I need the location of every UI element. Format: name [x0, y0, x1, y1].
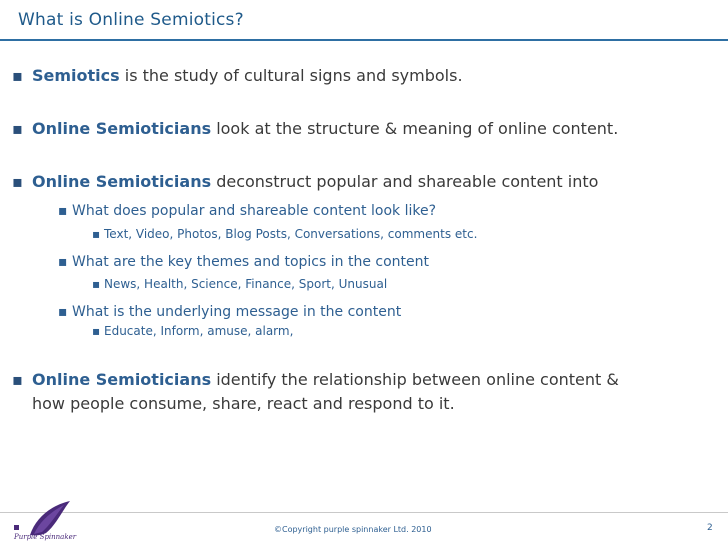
logo-mark — [14, 525, 19, 530]
bullet-3 — [12, 170, 598, 193]
bullet-marker: ▪ — [12, 370, 23, 389]
sub-bullet-marker: ▪ — [58, 304, 68, 320]
bullet-marker: ▪ — [12, 66, 23, 85]
sub-detail-2 — [92, 276, 387, 292]
sub-item-1 — [58, 202, 436, 220]
sub-item-2-text: What are the key themes and topics in the content — [72, 254, 429, 270]
sub-item-3 — [58, 303, 401, 321]
sub-detail-1 — [92, 226, 477, 242]
detail-bullet-marker: ▪ — [92, 324, 101, 338]
copyright-text: ©Copyright purple spinnaker Ltd. 2010 — [274, 525, 432, 534]
bullet-1 — [12, 64, 463, 87]
page-number: 2 — [707, 523, 713, 533]
sub-item-3-text: What is the underlying message in the content — [72, 304, 402, 320]
bullet-2-bold: Online Semioticians — [32, 119, 212, 138]
bullet-2 — [12, 117, 618, 140]
sub-bullet-marker: ▪ — [58, 254, 68, 270]
slide-title: What is Online Semiotics? — [18, 10, 244, 30]
sub-bullet-marker: ▪ — [58, 203, 68, 219]
bullet-marker: ▪ — [12, 172, 23, 191]
footer-divider — [0, 512, 728, 513]
sub-detail-3-text: Educate, Inform, amuse, alarm, — [104, 324, 294, 338]
bullet-3-bold: Online Semioticians — [32, 172, 212, 191]
sub-detail-3 — [92, 323, 293, 339]
sub-detail-2-text: News, Health, Science, Finance, Sport, Unusual — [104, 277, 388, 291]
bullet-4 — [12, 368, 619, 391]
title-divider — [0, 39, 728, 41]
sub-item-1-text: What does popular and shareable content look like? — [72, 203, 437, 219]
bullet-3-text: deconstruct popular and shareable content into — [211, 172, 599, 191]
sub-item-2 — [58, 253, 429, 271]
sub-detail-1-text: Text, Video, Photos, Blog Posts, Conversations, comments etc. — [104, 227, 478, 241]
bullet-4-text: identify the relationship between online content & — [211, 370, 619, 389]
bullet-marker: ▪ — [12, 119, 23, 138]
logo-text: Purple Spinnaker — [14, 533, 77, 541]
bullet-4-bold: Online Semioticians — [32, 370, 212, 389]
bullet-1-bold: Semiotics — [32, 66, 120, 85]
detail-bullet-marker: ▪ — [92, 227, 101, 241]
bullet-4-continuation: how people consume, share, react and respond to it. — [32, 394, 455, 413]
bullet-1-text: is the study of cultural signs and symbols. — [119, 66, 463, 85]
bullet-2-text: look at the structure & meaning of online content. — [211, 119, 619, 138]
detail-bullet-marker: ▪ — [92, 277, 101, 291]
